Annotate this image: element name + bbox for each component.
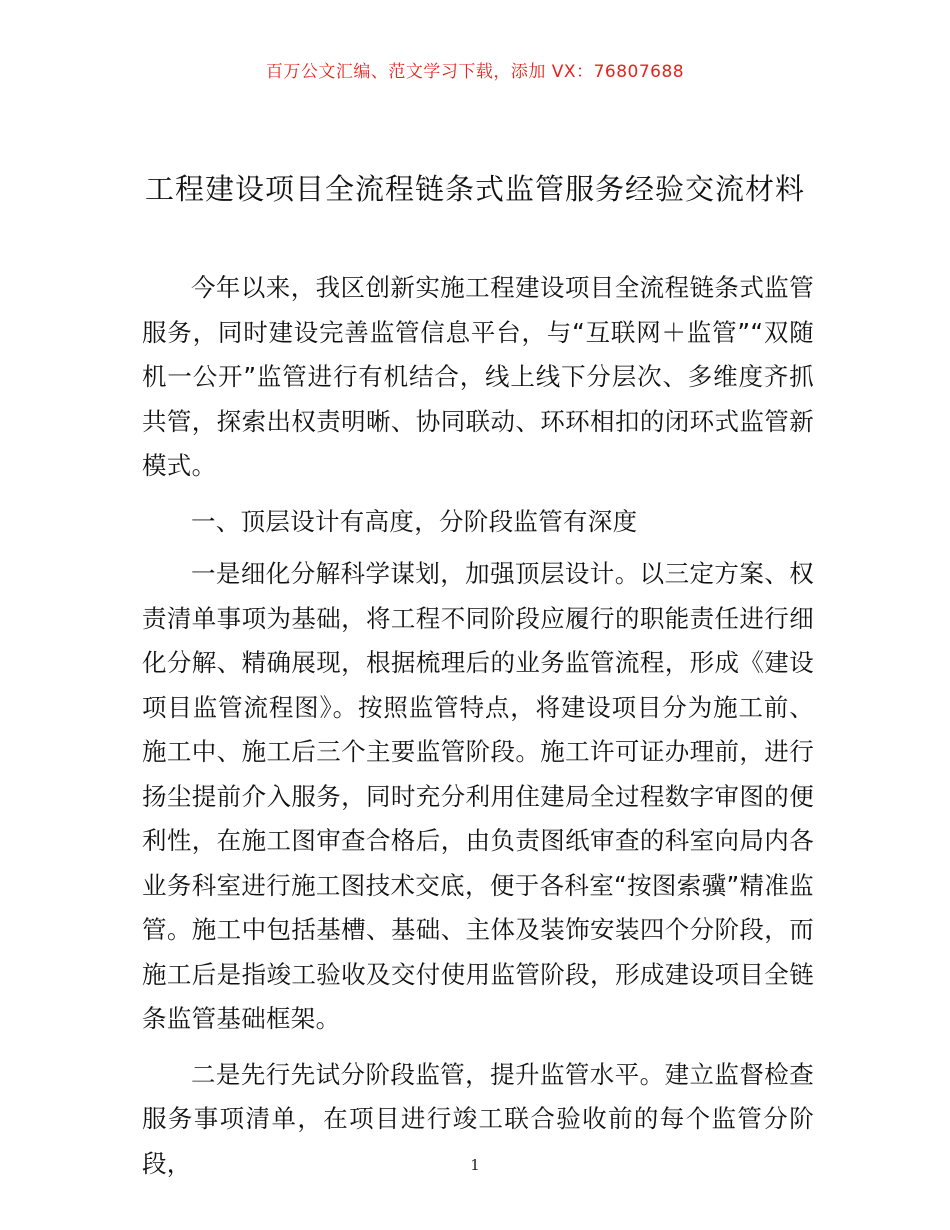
document-body [142,266,814,1197]
paragraph-point-one: 一是细化分解科学谋划，加强顶层设计。以三定方案、权责清单事项为基础，将工程不同阶段应履行的职能责任进行细化分解、精确展现，根据梳理后的业务监管流程，形成《建设项目监管流程图》。按照监管特点，将建设项目分为施工前、施工中、施工后三个主要监管阶段。施工许可证办理前，进行扬尘提前介入服务，同时充分利用住建局全过程数字审图的便利性，在施工图审查合格后，由负责图纸审查的科室向局内各业务科室进行施工图技术交底，便于各科室“按图索骥”精准监管。施工中包括基槽、基础、主体及装饰安装四个分阶段，而施工后是指竣工验收及交付使用监管阶段，形成建设项目全链条监管基础框架。 [142,559,814,1033]
paragraph-intro: 今年以来，我区创新实施工程建设项目全流程链条式监管服务，同时建设完善监管信息平台，与“互联网＋监管”“双随机一公开”监管进行有机结合，线上线下分层次、多维度齐抓共管，探索出权责明晰、协同联动、环环相扣的闭环式监管新模式。 [142,273,814,480]
document-title: 工程建设项目全流程链条式监管服务经验交流材料 [144,172,805,206]
header-download-note: 百万公文汇编、范文学习下载，添加 VX：76807688 [265,62,685,82]
paragraph-point-two: 二是先行先试分阶段监管，提升监管水平。建立监督检查服务事项清单，在项目进行竣工联合验收前的每个监管分阶段， [142,1059,814,1178]
page-number: 1 [470,1156,480,1174]
section-heading-one: 一、顶层设计有高度，分阶段监管有深度 [191,506,638,536]
